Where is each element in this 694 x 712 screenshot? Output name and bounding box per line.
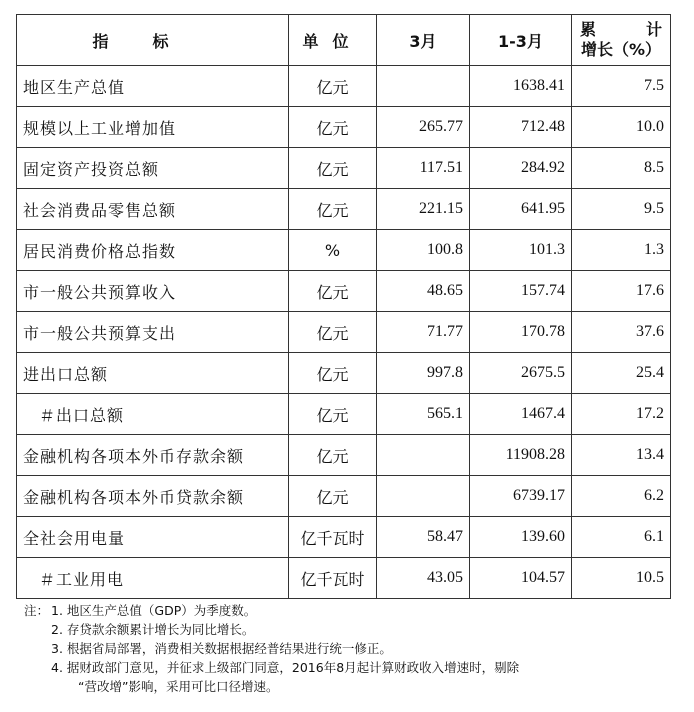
note-text: 4. 据财政部门意见，并征求上级部门同意，2016年8月起计算财政收入增速时，剔除 [51, 660, 520, 675]
growth-value-cell: 6.1 [572, 517, 671, 558]
table-row [17, 107, 671, 148]
note-1 [24, 601, 684, 620]
unit-cell: 亿千瓦时 [289, 517, 377, 558]
unit-cell: 亿元 [289, 312, 377, 353]
month-value-cell [377, 476, 470, 517]
month-value-cell: 58.47 [377, 517, 470, 558]
table-row [17, 353, 671, 394]
footnotes [24, 601, 684, 696]
indicator-cell: ＃出口总额 [17, 394, 289, 435]
ytd-value-cell: 104.57 [470, 558, 572, 599]
unit-cell: % [289, 230, 377, 271]
ytd-value-cell: 1467.4 [470, 394, 572, 435]
ytd-value-cell: 1638.41 [470, 66, 572, 107]
unit-cell: 亿元 [289, 353, 377, 394]
unit-cell: 亿元 [289, 476, 377, 517]
indicator-cell: 金融机构各项本外币存款余额 [17, 435, 289, 476]
unit-cell: 亿元 [289, 148, 377, 189]
indicator-cell: 市一般公共预算收入 [17, 271, 289, 312]
header-unit: 单位 [289, 15, 377, 66]
indicator-cell: 社会消费品零售总额 [17, 189, 289, 230]
ytd-value-cell: 11908.28 [470, 435, 572, 476]
ytd-value-cell: 2675.5 [470, 353, 572, 394]
table-row [17, 394, 671, 435]
unit-cell: 亿元 [289, 435, 377, 476]
ytd-value-cell: 101.3 [470, 230, 572, 271]
month-value-cell: 117.51 [377, 148, 470, 189]
indicator-cell: 居民消费价格总指数 [17, 230, 289, 271]
month-value-cell: 265.77 [377, 107, 470, 148]
note-text: 3. 根据省局部署，消费相关数据根据经普结果进行统一修正。 [51, 641, 392, 656]
indicator-cell: 全社会用电量 [17, 517, 289, 558]
table-row [17, 189, 671, 230]
table-row [17, 271, 671, 312]
month-value-cell: 43.05 [377, 558, 470, 599]
note-text: “营改增”影响，采用可比口径增速。 [78, 679, 279, 694]
note-text: 1. 地区生产总值（GDP）为季度数。 [51, 603, 257, 618]
growth-value-cell: 17.2 [572, 394, 671, 435]
table-row [17, 312, 671, 353]
note-2 [24, 620, 684, 639]
header-growth-line2: 增长（%） [580, 40, 662, 59]
header-ytd: 1-3月 [470, 15, 572, 66]
growth-value-cell: 10.5 [572, 558, 671, 599]
ytd-value-cell: 712.48 [470, 107, 572, 148]
notes-label: 注： [24, 603, 50, 618]
ytd-value-cell: 641.95 [470, 189, 572, 230]
header-growth-line1: 累计 [580, 20, 662, 39]
ytd-value-cell: 284.92 [470, 148, 572, 189]
month-value-cell: 221.15 [377, 189, 470, 230]
unit-cell: 亿元 [289, 107, 377, 148]
indicator-cell: 地区生产总值 [17, 66, 289, 107]
indicator-cell: 进出口总额 [17, 353, 289, 394]
note-text: 2. 存贷款余额累计增长为同比增长。 [51, 622, 255, 637]
unit-cell: 亿元 [289, 66, 377, 107]
table-row [17, 66, 671, 107]
note-3 [24, 639, 684, 658]
ytd-value-cell: 6739.17 [470, 476, 572, 517]
growth-value-cell: 1.3 [572, 230, 671, 271]
indicator-cell: 市一般公共预算支出 [17, 312, 289, 353]
indicator-cell: ＃工业用电 [17, 558, 289, 599]
header-row [17, 15, 671, 66]
ytd-value-cell: 157.74 [470, 271, 572, 312]
month-value-cell: 48.65 [377, 271, 470, 312]
growth-value-cell: 13.4 [572, 435, 671, 476]
growth-value-cell: 17.6 [572, 271, 671, 312]
statistics-table [16, 14, 671, 599]
month-value-cell: 100.8 [377, 230, 470, 271]
month-value-cell: 997.8 [377, 353, 470, 394]
unit-cell: 亿千瓦时 [289, 558, 377, 599]
unit-cell: 亿元 [289, 189, 377, 230]
growth-value-cell: 25.4 [572, 353, 671, 394]
month-value-cell: 71.77 [377, 312, 470, 353]
table-row [17, 558, 671, 599]
growth-value-cell: 8.5 [572, 148, 671, 189]
growth-value-cell: 37.6 [572, 312, 671, 353]
table-row [17, 148, 671, 189]
header-cumulative-growth [572, 15, 671, 66]
growth-value-cell: 6.2 [572, 476, 671, 517]
growth-value-cell: 9.5 [572, 189, 671, 230]
ytd-value-cell: 139.60 [470, 517, 572, 558]
ytd-value-cell: 170.78 [470, 312, 572, 353]
table-row [17, 230, 671, 271]
indicator-cell: 金融机构各项本外币贷款余额 [17, 476, 289, 517]
unit-cell: 亿元 [289, 271, 377, 312]
note-4 [24, 658, 684, 677]
growth-value-cell: 10.0 [572, 107, 671, 148]
indicator-cell: 规模以上工业增加值 [17, 107, 289, 148]
table-row [17, 517, 671, 558]
month-value-cell: 565.1 [377, 394, 470, 435]
month-value-cell [377, 435, 470, 476]
unit-cell: 亿元 [289, 394, 377, 435]
header-indicator: 指标 [17, 15, 289, 66]
table-row [17, 476, 671, 517]
month-value-cell [377, 66, 470, 107]
header-month: 3月 [377, 15, 470, 66]
note-4-continued [24, 677, 684, 696]
growth-value-cell: 7.5 [572, 66, 671, 107]
table-row [17, 435, 671, 476]
indicator-cell: 固定资产投资总额 [17, 148, 289, 189]
